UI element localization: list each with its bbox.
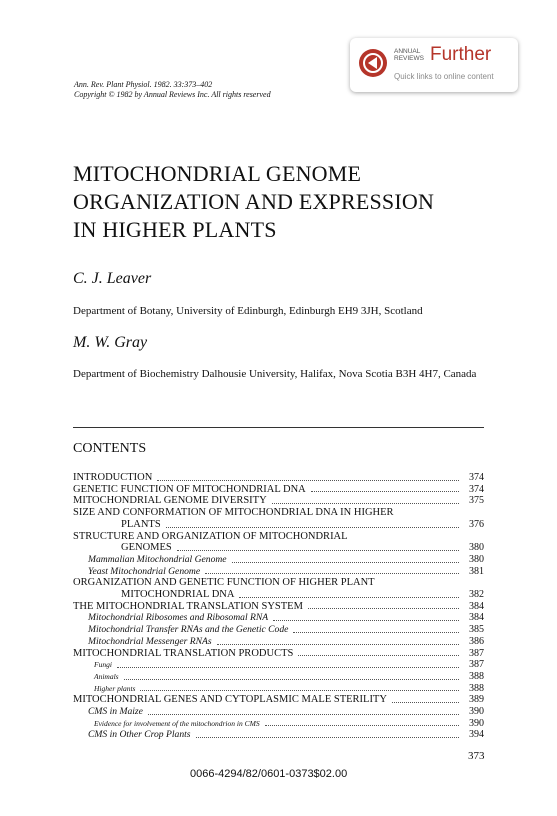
- toc-leader-dots: [177, 550, 459, 551]
- journal-line: Ann. Rev. Plant Physiol. 1982. 33:373–402: [74, 80, 213, 89]
- author-1-affiliation: Department of Botany, University of Edinburgh, Edinburgh EH9 3JH, Scotland: [73, 305, 423, 317]
- toc-leader-dots: [293, 632, 459, 633]
- toc-page-number: 381: [469, 565, 484, 577]
- toc-entry: [73, 577, 484, 589]
- badge-publisher-label: [394, 48, 424, 62]
- toc-entry-title: Mitochondrial Transfer RNAs and the Genetic Code: [88, 624, 289, 636]
- toc-page-number: 386: [469, 635, 484, 647]
- title-line-1: MITOCHONDRIAL GENOME: [73, 161, 362, 186]
- toc-entry: [73, 648, 484, 660]
- toc-entry-continued: [73, 542, 484, 554]
- toc-entry: [73, 694, 484, 706]
- toc-entry-title: INTRODUCTION: [73, 472, 153, 483]
- toc-leader-dots: [311, 491, 459, 492]
- toc-page-number: 374: [469, 483, 484, 495]
- toc-page-number: 389: [469, 694, 484, 706]
- author-2-affiliation: Department of Biochemistry Dalhousie University, Halifax, Nova Scotia B3H 4H7, Canada: [73, 368, 477, 380]
- toc-entry-title: MITOCHONDRIAL TRANSLATION PRODUCTS: [73, 647, 294, 659]
- toc-leader-dots: [196, 737, 459, 738]
- title-line-3: IN HIGHER PLANTS: [73, 217, 277, 242]
- toc-entry: [73, 671, 484, 683]
- toc-leader-dots: [148, 714, 459, 715]
- toc-entry-title: ORGANIZATION AND GENETIC FUNCTION OF HIGHER PLANT: [73, 577, 375, 589]
- article-title: [73, 160, 434, 244]
- toc-page-number: 387: [469, 659, 484, 671]
- toc-entry-title: Mitochondrial Messenger RNAs: [88, 635, 212, 647]
- journal-citation: [74, 80, 271, 100]
- annual-reviews-further-badge[interactable]: [350, 38, 518, 92]
- toc-leader-dots: [124, 679, 459, 680]
- toc-entry-title: Higher plants: [94, 683, 136, 693]
- toc-entry: [73, 612, 484, 624]
- badge-annual-text: ANNUAL: [394, 48, 421, 55]
- badge-further-text: Further: [430, 44, 492, 65]
- toc-entry: [73, 507, 484, 519]
- toc-entry-title: MITOCHONDRIAL GENES AND CYTOPLASMIC MALE STERILITY: [73, 694, 387, 706]
- toc-leader-dots: [272, 503, 459, 504]
- toc-entry-title: Fungi: [94, 660, 112, 670]
- toc-leader-dots: [157, 480, 459, 481]
- toc-entry-title-continued: MITOCHONDRIAL DNA: [121, 589, 235, 601]
- toc-entry-continued: [73, 589, 484, 601]
- toc-entry-title: THE MITOCHONDRIAL TRANSLATION SYSTEM: [73, 600, 303, 612]
- badge-reviews-text: REVIEWS: [394, 55, 424, 62]
- toc-page-number: 390: [469, 706, 484, 718]
- toc-entry-continued: [73, 519, 484, 531]
- toc-entry: [73, 484, 484, 496]
- toc-entry: [73, 636, 484, 648]
- section-divider: [73, 427, 484, 428]
- toc-leader-dots: [117, 667, 459, 668]
- toc-entry-title: Yeast Mitochondrial Genome: [88, 565, 201, 577]
- toc-leader-dots: [298, 655, 459, 656]
- toc-leader-dots: [392, 702, 459, 703]
- page-number: 373: [468, 750, 485, 762]
- table-of-contents: [73, 472, 484, 741]
- toc-leader-dots: [232, 562, 459, 563]
- toc-page-number: 390: [469, 717, 484, 729]
- toc-leader-dots: [265, 725, 459, 726]
- toc-entry: [73, 495, 484, 507]
- toc-page-number: 380: [469, 553, 484, 565]
- toc-leader-dots: [166, 527, 459, 528]
- toc-entry: [73, 531, 484, 543]
- toc-page-number: 384: [469, 612, 484, 624]
- toc-entry: [73, 566, 484, 578]
- toc-leader-dots: [239, 597, 459, 598]
- toc-page-number: 374: [469, 472, 484, 483]
- toc-entry-title: Evidence for involvement of the mitochondrion in CMS: [94, 718, 260, 728]
- toc-entry-title: Animals: [94, 671, 119, 681]
- toc-entry: [73, 659, 484, 671]
- toc-page-number: 382: [469, 589, 484, 601]
- toc-page-number: 380: [469, 542, 484, 554]
- toc-entry-title-continued: GENOMES: [121, 542, 172, 554]
- toc-leader-dots: [140, 690, 459, 691]
- toc-entry-title: CMS in Maize: [88, 706, 143, 718]
- toc-entry: [73, 472, 484, 484]
- toc-entry-title: MITOCHONDRIAL GENOME DIVERSITY: [73, 495, 267, 507]
- toc-entry-title: Mitochondrial Ribosomes and Ribosomal RNA: [88, 612, 269, 624]
- toc-entry: [73, 624, 484, 636]
- toc-leader-dots: [273, 620, 459, 621]
- toc-page-number: 375: [469, 495, 484, 507]
- toc-leader-dots: [205, 573, 459, 574]
- toc-page-number: 384: [469, 600, 484, 612]
- toc-page-number: 394: [469, 729, 484, 741]
- toc-entry-title: SIZE AND CONFORMATION OF MITOCHONDRIAL DNA IN HIGHER: [73, 507, 394, 519]
- toc-entry: [73, 601, 484, 613]
- contents-heading: CONTENTS: [73, 441, 147, 456]
- toc-entry-title: GENETIC FUNCTION OF MITOCHONDRIAL DNA: [73, 483, 306, 495]
- toc-page-number: 376: [469, 518, 484, 530]
- toc-entry: [73, 554, 484, 566]
- toc-entry-title: CMS in Other Crop Plants: [88, 729, 191, 741]
- toc-entry: [73, 683, 484, 695]
- toc-entry: [73, 718, 484, 730]
- toc-page-number: 388: [469, 682, 484, 694]
- toc-entry-title: STRUCTURE AND ORGANIZATION OF MITOCHONDRIAL: [73, 530, 348, 542]
- toc-entry-title: Mammalian Mitochondrial Genome: [88, 553, 227, 565]
- toc-entry: [73, 706, 484, 718]
- author-2-name: M. W. Gray: [73, 334, 148, 351]
- toc-page-number: 385: [469, 624, 484, 636]
- toc-entry-title-continued: PLANTS: [121, 518, 161, 530]
- toc-page-number: 387: [469, 647, 484, 659]
- toc-leader-dots: [308, 608, 459, 609]
- badge-subtitle: Quick links to online content: [394, 72, 494, 81]
- toc-entry: [73, 729, 484, 741]
- author-1-name: C. J. Leaver: [73, 270, 152, 287]
- toc-page-number: 388: [469, 670, 484, 682]
- annual-reviews-logo-icon: [358, 48, 388, 78]
- title-line-2: ORGANIZATION AND EXPRESSION: [73, 189, 435, 214]
- footer-code: 0066-4294/82/0601-0373$02.00: [190, 768, 348, 780]
- copyright-line: Copyright © 1982 by Annual Reviews Inc. All rights reserved: [74, 90, 271, 99]
- toc-leader-dots: [217, 644, 459, 645]
